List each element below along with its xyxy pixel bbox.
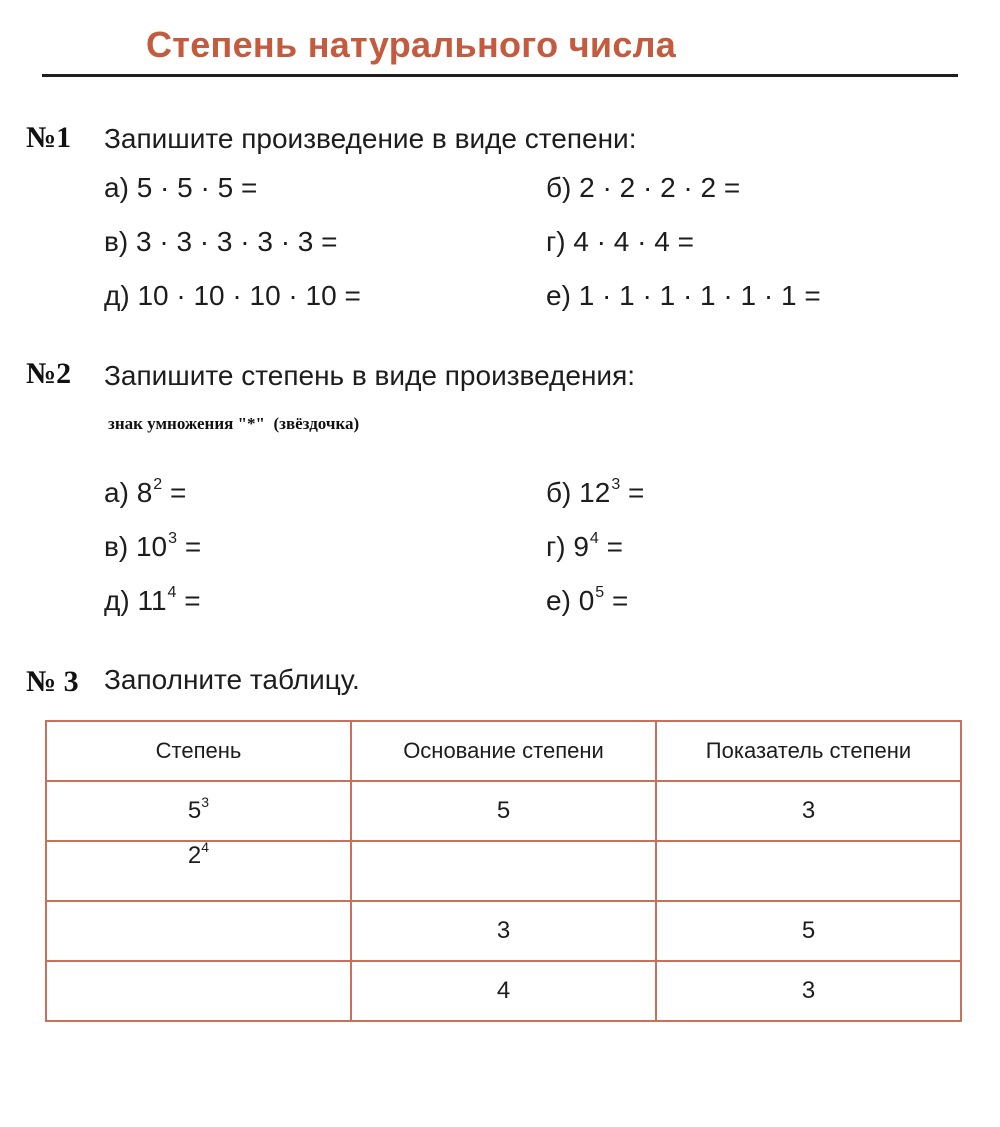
- table-row: [46, 901, 961, 961]
- power-base: 10: [135, 531, 168, 562]
- header-base: Основание степени: [351, 721, 656, 781]
- title-divider: [42, 74, 958, 77]
- item-expression: 4 · 4 · 4 =: [573, 226, 694, 257]
- item-label: в): [104, 226, 129, 257]
- power-base: 5: [187, 797, 202, 824]
- item-label: г): [546, 226, 566, 257]
- power-exponent: 5: [595, 584, 605, 601]
- header-exponent: Показатель степени: [656, 721, 961, 781]
- equals-sign: =: [184, 531, 202, 562]
- powers-table: [45, 720, 962, 1022]
- task1-item-a: [104, 172, 257, 204]
- power-exponent: 3: [611, 476, 621, 493]
- task2-instruction: Запишите степень в виде произведения:: [104, 360, 636, 391]
- power-base: 12: [579, 477, 611, 508]
- cell-base[interactable]: [351, 841, 656, 901]
- item-expression: 1 · 1 · 1 · 1 · 1 · 1 =: [578, 280, 821, 311]
- power-exponent: 2: [153, 476, 163, 493]
- cell-base: 3: [351, 901, 656, 961]
- power-exponent: 4: [589, 530, 599, 547]
- cell-base: 4: [351, 961, 656, 1021]
- power-base: 9: [573, 531, 589, 562]
- power-base: 0: [578, 585, 595, 616]
- item-label: е): [546, 280, 571, 311]
- item-label: д): [104, 585, 130, 616]
- table-row: [46, 841, 961, 901]
- item-expression: 10 · 10 · 10 · 10 =: [137, 280, 361, 311]
- cell-power[interactable]: [46, 901, 351, 961]
- task2-item-d: [104, 585, 201, 617]
- cell-exponent[interactable]: [656, 841, 961, 901]
- equals-sign: =: [606, 531, 623, 562]
- item-label: а): [104, 477, 129, 508]
- item-label: д): [104, 280, 130, 311]
- item-label: б): [546, 172, 572, 203]
- table-header-row: [46, 721, 961, 781]
- task2-note: знак умножения "*" (звёздочка): [108, 414, 360, 433]
- power-base: 11: [137, 585, 167, 616]
- item-label: в): [104, 531, 129, 562]
- task3-number: № 3: [26, 665, 79, 698]
- equals-sign: =: [611, 585, 629, 616]
- power-exponent: 4: [201, 839, 210, 855]
- equals-sign: =: [184, 585, 201, 616]
- cell-exponent: 3: [656, 961, 961, 1021]
- item-label: а): [104, 172, 129, 203]
- task2-number: №2: [26, 357, 72, 390]
- task1-instruction: Запишите произведение в виде степени:: [104, 123, 637, 154]
- task1-item-d: [104, 280, 361, 312]
- item-label: г): [546, 531, 566, 562]
- cell-exponent: 5: [656, 901, 961, 961]
- task1-item-b: [546, 172, 740, 204]
- header-power: Степень: [46, 721, 351, 781]
- task1-item-g: [546, 226, 694, 258]
- equals-sign: =: [628, 477, 645, 508]
- item-expression: 5 · 5 · 5 =: [136, 172, 258, 203]
- task2-item-v: [104, 531, 201, 563]
- power-base: 2: [187, 842, 202, 869]
- task2-item-g: [546, 531, 623, 563]
- power-exponent: 4: [167, 584, 177, 601]
- task1-item-e: [546, 280, 821, 312]
- power-base: 8: [136, 477, 153, 508]
- power-exponent: 3: [168, 530, 178, 547]
- power-exponent: 3: [201, 794, 210, 810]
- item-label: е): [546, 585, 571, 616]
- equals-sign: =: [169, 477, 187, 508]
- task1-item-v: [104, 226, 338, 258]
- item-expression: 3 · 3 · 3 · 3 · 3 =: [135, 226, 338, 257]
- task1-number: №1: [26, 121, 72, 154]
- cell-power: [46, 781, 351, 841]
- cell-power[interactable]: [46, 961, 351, 1021]
- task2-item-e: [546, 585, 628, 617]
- page-title: Степень натурального числа: [146, 24, 677, 65]
- cell-base[interactable]: 5: [351, 781, 656, 841]
- task2-item-a: [104, 477, 186, 509]
- task2-item-b: [546, 477, 644, 509]
- cell-power: [46, 841, 351, 901]
- item-expression: 2 · 2 · 2 · 2 =: [579, 172, 741, 203]
- item-label: б): [546, 477, 572, 508]
- table-row: [46, 961, 961, 1021]
- cell-exponent[interactable]: 3: [656, 781, 961, 841]
- task3-instruction: Заполните таблицу.: [104, 664, 360, 695]
- table-row: [46, 781, 961, 841]
